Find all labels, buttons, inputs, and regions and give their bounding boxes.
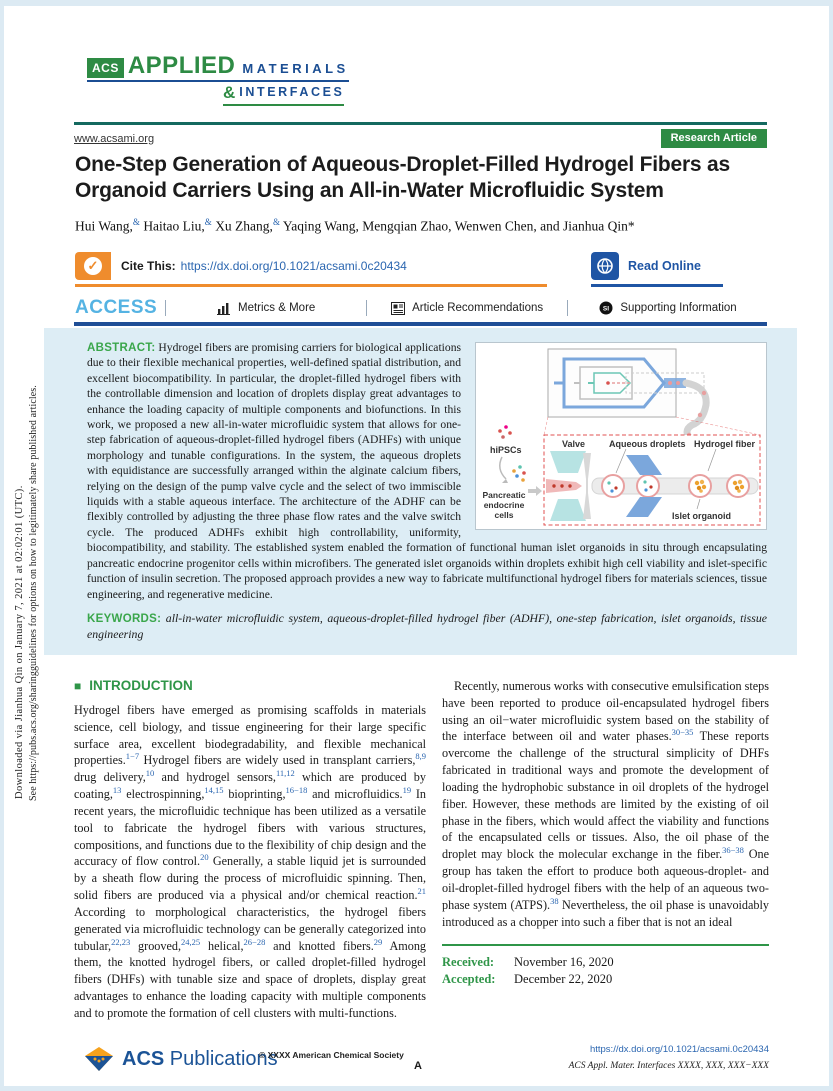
acs-publications-logo[interactable] [84,1046,278,1072]
hydrogel-fiber-label: Hydrogel fiber [694,439,756,449]
received-date: November 16, 2020 [514,955,614,970]
cite-bar [75,252,769,287]
masthead-ampersand: & [223,83,236,102]
pancreatic-label-3: cells [494,510,514,520]
introduction-heading: ■ INTRODUCTION [74,678,193,693]
journal-site-link[interactable]: www.acsami.org [74,132,155,145]
download-note: Downloaded via Jianhua Qin on January 7, 2021 at 02:02:01 (UTC). [14,485,25,799]
section-square-icon: ■ [74,679,82,693]
recommendations-link[interactable] [391,302,543,315]
globe-icon [591,252,619,280]
masthead-applied: APPLIED [127,52,236,79]
recommendations-label: Article Recommendations [412,302,544,314]
header-rule [74,122,767,125]
footer-citation-block [569,1044,769,1073]
flow-arrow [528,486,542,496]
sharing-note: See https://pubs.acs.org/sharingguidelines for options on how to legitimately share published articles. [28,385,39,801]
islet-organoid-label: Islet organoid [672,511,732,521]
doi-link[interactable]: https://dx.doi.org/10.1021/acsami.0c20434 [180,259,407,273]
accepted-date: December 22, 2020 [514,972,613,987]
abstract-top-rule [74,322,767,326]
intro-paragraph-2: Recently, numerous works with consecutive emulsification steps have been reported to produce oil-encapsulated hydrogel fibers using an oil−water microfluidic system based on the stability of the interface between oil and water phases.$^{30-35}$ These reports overcome the challenge of the structural simplicity of DHFs fabricated in traditional ways and promote the development of loading the hydrophobic substance in oil droplets of the hydrogel fiber. However, these methods are limited by the existing of oil phase in the fibers, which would affect the viability and functions of the encapsulated cells or tissues. Also, the oil phase of the droplet may block the molecular exchange in the fiber.$^{36-38}$ One group has taken the effort to produce both aqueous-droplet- and oil-droplet-filled hydrogel fibers with the help of an aqueous two-phase system (ATPS).$^{38}$ Nevertheless, the oil phase is unavoidably introduced as a chopper into such a fiber that is not an ideal [442,679,770,929]
footer-doi-link[interactable]: https://dx.doi.org/10.1021/acsami.0c20434 [589,1044,769,1055]
bar-chart-icon [217,302,231,315]
right-column [442,678,769,1022]
access-button[interactable]: ACCESS [75,297,158,318]
aqueous-droplet [637,475,659,497]
journal-masthead [87,54,349,106]
article-body [74,678,769,1022]
page-number: A [414,1060,422,1072]
metrics-link[interactable] [217,302,315,315]
intro-paragraph-1: Hydrogel fibers have emerged as promising scaffolds in materials science, cell biology, and tissue engineering for their large specific surface area, excellent biodegradability, and flexible mechanical properties.$^{1-7}$ Hydrogel fibers are widely used in transplant carriers,$^{8,9}$ drug delivery,$^{10}$ and hydrogel sensors,$^{11,12}$ which are produced by coating,$^{13}$ electrospinning,$^{14,15}$ bioprinting,$^{16-18}$ and microfluidics.$^{19}$ In recent years, the microfluidic technique has been utilized as a versatile tool to fabricate the hydrogel fibers with various structures, compositions, and functions due to the flexibility of chip design and the accuracy of flow control.$^{20}$ Generally, a stable liquid jet is surrounded by a sheath flow during the process of microfluidic spinning. Then, solid fibers are produced via a physical and/or chemical reaction.$^{21}$ According to morphological characteristics, the hydrogel fibers generated via microfluidic technology can be generally categorized into tubular,$^{22,23}$ grooved,$^{24,25}$ helical,$^{26-28}$ and knotted fibers.$^{29}$ Among them, the knotted hydrogel fibers, or called droplet-filled hydrogel fibers (DHFs) with tunable size and space of droplets, display great advantages to enhance the loading capacity with multiple components and to promote the formation of cell clusters with multi-functions. [74,703,427,1020]
metrics-label: Metrics & More [237,302,316,314]
received-label: Received: [442,955,495,970]
aqueous-droplets-label: Aqueous droplets [609,439,686,449]
differentiation-arrow [500,457,506,479]
article-icon [391,302,405,315]
copyright-text: © XXXX American Chemical Society [259,1050,404,1060]
keywords: KEYWORDS: all-in-water microfluidic system, aqueous-droplet-filled hydrogel fiber (ADHF), one-step fabrication, islet organoids, tissue engineering [87,610,767,641]
si-icon [599,301,613,315]
pancreatic-label-1: Pancreatic [482,490,526,500]
organoid-droplet [689,475,711,497]
footer-journal-citation: ACS Appl. Mater. Interfaces XXXX, XXX, XXX−XXX [568,1061,769,1071]
masthead-row2 [223,83,344,106]
keywords-label: KEYWORDS: [87,612,162,625]
cite-ribbon-icon [75,252,111,280]
masthead-materials: MATERIALS [242,61,349,76]
read-online-button[interactable] [591,252,723,287]
accepted-label: Accepted: [442,972,496,987]
valve-label: Valve [562,439,586,449]
supporting-info-label: Supporting Information [620,302,737,314]
masthead-row1 [87,54,349,82]
abstract-label: ABSTRACT: [87,342,156,354]
acs-pub-acs: ACS [122,1047,165,1070]
abstract-section [44,328,797,655]
left-column [74,678,426,1022]
pancreatic-label-2: endocrine [483,500,525,510]
cite-this-button[interactable] [75,252,547,287]
hipscs-label: hiPSCs [490,445,522,455]
acs-diamond-icon [84,1046,114,1072]
supporting-info-link[interactable] [599,301,736,315]
page-footer [74,1044,769,1084]
access-row [75,297,768,319]
article-page [4,6,829,1086]
research-article-badge: Research Article [661,129,767,148]
masthead-interfaces: INTERFACES [239,85,345,99]
article-title: One-Step Generation of Aqueous-Droplet-Filled Hydrogel Fibers as Organoid Carriers Using an All-in-Water Microfluidic System [75,153,730,202]
svg-text:SI: SI [603,305,610,313]
acs-logo-badge: ACS [87,58,124,78]
read-online-label: Read Online [628,259,701,273]
topbar [74,129,767,148]
cite-this-label: Cite This: [121,259,176,273]
abstract-text: ABSTRACT: Hydrogel fibers are promising carriers for biological applications due to their flexible mechanical properties, well-defined spatial distribution, and excellent biocompatibility. In particular, the droplet-filled hydrogel fibers with the controllable dimension and location of droplets display great advantages to enhance the loading capacity of multiple components and biofunctions. In this work, we proposed a new all-in-water microfluidic system that allows for one-step fabrication of aqueous-droplet-filled hydrogel fibers (ADHFs) with unique morphology and tunable configurations. In the system, the aqueous droplets with equidistance are successfully arranged within the alginate calcium fibers, relying on the design of the pump valve cycle and the select of two immiscible liquids with a stable aqueous interface. The architecture of the ADHF can be flexibly controlled by adjusting the three phase flow rates and the valve switch cycle. The produced ADHFs exhibit high controllability, uniformity, biocompatibility, and stability. The established system enabled the formation of functional human islet organoids in situ through encapsulating pancreatic endocrine progenitor cells within microfibers. The generated islet organoids within droplets exhibit high cell viability and islet-specific function of insulin secretion. The proposed approach provides a new way to fabricate multifunctional hydrogel fibers for materials sciences, tissue engineering, and regenerative medicine. [87,341,767,601]
organoid-droplet [727,475,749,497]
dates-block [442,944,769,987]
aqueous-droplet [602,475,624,497]
author-list: Hui Wang,& Haitao Liu,& Xu Zhang,& Yaqing Wang, Mengqian Zhao, Wenwen Chen, and Jianhua Qin* [75,217,635,234]
graphical-abstract [475,342,767,530]
acs-pub-word: Publications [164,1047,278,1070]
checkmark-icon: ✓ [84,257,102,275]
